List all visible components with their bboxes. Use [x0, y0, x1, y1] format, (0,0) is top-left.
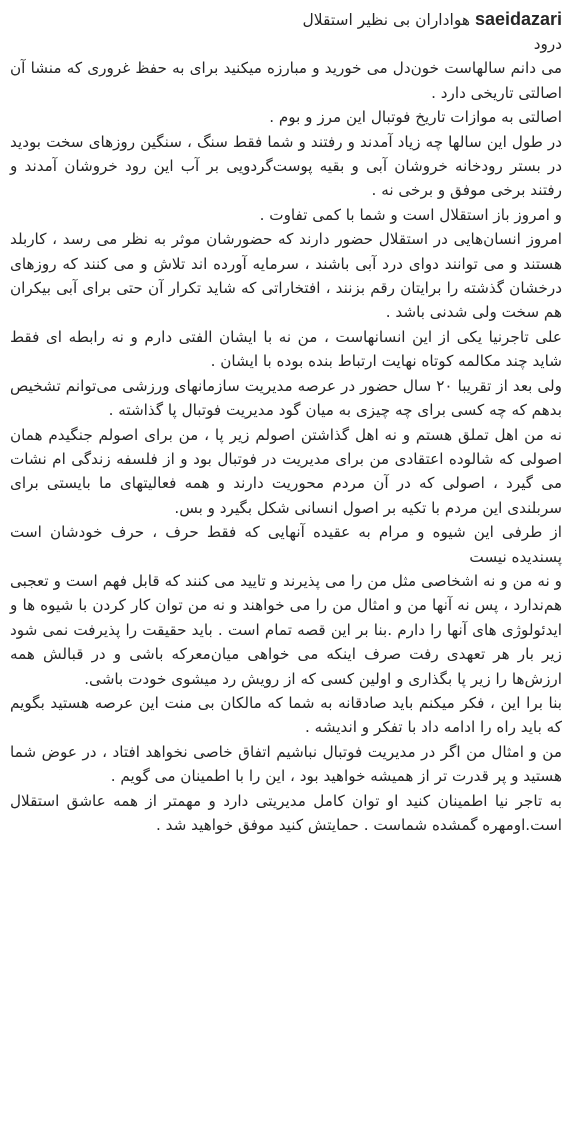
caption-title: هواداران بی نظیر استقلال: [302, 11, 470, 29]
caption-paragraph: می دانم سالهاست خون‌دل می خورید و مبارزه میکنید برای به حفظ غروری که منشا آن اصالتی تاریخی دارد .: [10, 59, 562, 102]
caption-paragraph: نه من اهل تملق هستم و نه اهل گذاشتن اصولم زیر پا ، من برای اصولم جنگیدم همان اصولی که شالوده اعتقادی من برای مدیریت در فوتبال بود و از فلسفه زندگی ام نشات می گیرد ، اصولی که در آن مردم محوریت دارند و همه فعالیتهای ما بایستی برای سربلندی این مردم با تکیه بر اصول انسانی شکل بگیرد و بس.: [10, 425, 562, 517]
caption-paragraph: از طرفی این شیوه و مرام به عقیده آنهایی که فقط حرف ، حرف خودشان است پسندیده نیست: [10, 523, 562, 566]
caption-paragraph: و امروز باز استقلال است و شما با کمی تفاوت .: [259, 205, 562, 224]
caption-body: [10, 32, 562, 837]
caption-paragraph: علی تاجرنیا یکی از این انسانهاست ، من نه با ایشان الفتی دارم و نه رابطه ای فقط شاید چند مکالمه کوتاه نهایت ارتباط بنده بوده با ایشان .: [10, 327, 562, 371]
post-username[interactable]: saeidazari: [474, 9, 562, 29]
caption-paragraph: درود: [533, 35, 562, 53]
caption-paragraph: در طول این سالها چه زیاد آمدند و رفتند و شما فقط سنگ ، سنگین روزهای سخت بودید در بستر رودخانه خروشان آبی و بقیه پوست‌گردویی بر آب این رود خروشان آمدند و رفتند برخی موفق و برخی نه .: [10, 132, 562, 200]
caption-paragraph: به تاجر نیا اطمینان کنید او توان کامل مدیریتی دارد و مهمتر از همه عاشق استقلال است.اومهره گمشده شماست . حمایتش کنید موفق خواهید شد .: [10, 791, 562, 834]
caption-paragraph: ولی بعد از تقریبا ۲۰ سال حضور در عرصه مدیریت سازمانهای ورزشی می‌توانم تشخیص بدهم که چه کسی برای چه چیزی به میان گود مدیریت فوتبال پا گذاشته .: [10, 376, 562, 420]
caption-paragraph: و نه من و نه اشخاصی مثل من را می پذیرند و تایید می کنند که قابل فهم است و تعجبی هم‌ندارد ، پس نه آنها من و امثال من را می خواهند و نه من توان کار کردن با شیوه ها و ایدئولوژی های آنها را دارم .بنا بر این قصه تمام است . باید حقیقت را پذیرفت نمی شود زیر بار هر تعهدی رفت صرف اینکه می خواهی میان‌معرکه باشی و در قبالش همه ارزش‌ها را زیر پا بگذاری و اولین کسی که از رویش رد میشوی خودت باشی.: [10, 571, 562, 688]
caption-paragraph: بنا برا این ، فکر میکنم باید صادقانه به شما که مالکان بی منت این عرصه هستید بگویم که باید راه را ادامه داد با تفکر و اندیشه .: [10, 693, 562, 737]
caption-paragraph: امروز انسان‌هایی در استقلال حضور دارند که حضورشان موثر به نظر می رسد ، کاربلد هستند و می توانند دوای درد آبی باشند ، سرمایه آورده اند تلاش و می کنند که روزهای درخشان گذشته را برایتان رقم بزنند ، افتخاراتی که شاید تکرار آن حتی برای آبی بیکران هم سخت ولی شدنی باشد .: [10, 230, 562, 322]
caption-paragraph: اصالتی به موازات تاریخ فوتبال این مرز و بوم .: [269, 108, 562, 127]
caption-header: [10, 6, 562, 32]
caption-paragraph: من و امثال من اگر در مدیریت فوتبال نباشیم اتفاق خاصی نخواهد افتاد ، در عوض شما هستید و پر قدرت تر از همیشه خواهید بود ، این را با اطمینان می گویم .: [10, 742, 562, 786]
